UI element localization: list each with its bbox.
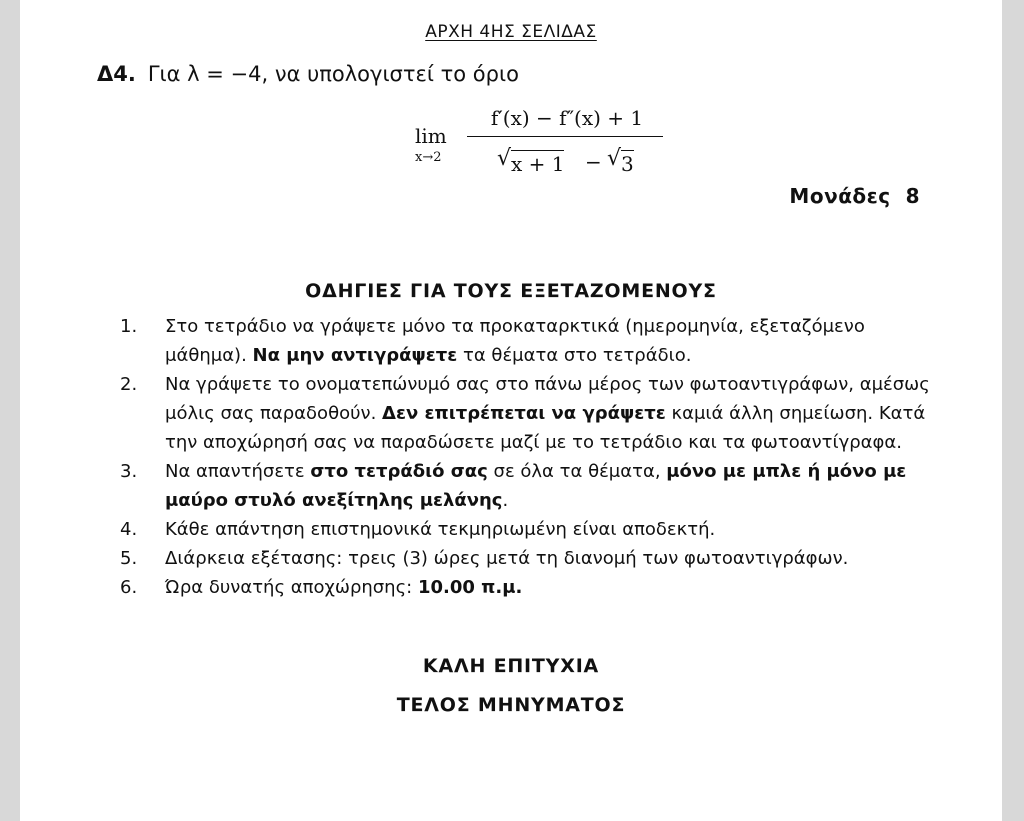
instruction-text: .: [502, 490, 509, 511]
instruction-text: καμιά άλλη σημείωση. Κατά την αποχώρησή σας να παραδώσετε μαζί με το τετράδιο και τα φωτοαντίγραφα.: [165, 403, 926, 453]
instruction-number: 3.: [120, 461, 138, 482]
instruction-number: 6.: [120, 577, 138, 598]
instruction-number: 4.: [120, 519, 138, 540]
instruction-item: [120, 370, 930, 457]
instruction-bold-text: Δεν επιτρέπεται να γράψετε: [382, 403, 666, 424]
radicand-3: 3: [621, 152, 634, 176]
instruction-text: Να απαντήσετε: [165, 461, 311, 482]
instruction-number: 1.: [120, 316, 138, 337]
minus-sign: −: [585, 150, 602, 174]
radicand-x-plus-1: x + 1: [511, 152, 565, 176]
instruction-bold-text: Να μην αντιγράψετε: [252, 345, 458, 366]
end-of-message-text: ΤΕΛΟΣ ΜΗΝΥΜΑΤΟΣ: [396, 694, 626, 716]
marks-label: Μονάδες 8: [789, 184, 920, 208]
limit-operator: lim: [415, 124, 447, 148]
sqrt-symbol: √: [497, 146, 512, 171]
question-d4: [97, 62, 519, 86]
instructions-title: ΟΔΗΓΙΕΣ ΓΙΑ ΤΟΥΣ ΕΞΕΤΑΖΟΜΕΝΟΥΣ: [305, 280, 717, 302]
instruction-bold-text: στο τετράδιό σας: [310, 461, 488, 482]
instruction-item: [120, 457, 930, 515]
question-text: Για λ = −4, να υπολογιστεί το όριο: [147, 62, 519, 86]
instruction-item: [120, 515, 930, 544]
fraction-numerator: f′(x) − f″(x) + 1: [490, 106, 644, 130]
instruction-item: [120, 312, 930, 370]
instruction-text: Να γράψετε το ονοματεπώνυμό σας στο πάνω μέρος των φωτοαντιγράφων, αμέσως μόλις σας παραδοθούν.: [165, 374, 930, 424]
instruction-text: τα θέματα στο τετράδιο.: [457, 345, 692, 366]
fraction-denominator: [467, 142, 667, 176]
limit-subscript: x→2: [415, 150, 442, 165]
question-number: Δ4.: [97, 62, 136, 86]
instruction-number: 5.: [120, 548, 138, 569]
exam-page: [20, 0, 1002, 821]
limit-formula: [415, 102, 675, 182]
good-luck-text: ΚΑΛΗ ΕΠΙΤΥΧΙΑ: [422, 655, 600, 677]
instruction-bold-text: 10.00 π.μ.: [417, 577, 523, 598]
instruction-text: Διάρκεια εξέτασης: τρεις (3) ώρες μετά τη διανομή των φωτοαντιγράφων.: [165, 548, 849, 569]
page-header: [20, 22, 1002, 42]
sqrt-symbol: √: [607, 146, 622, 171]
instruction-text: Στο τετράδιο να γράψετε μόνο τα προκαταρκτικά (ημερομηνία, εξεταζόμενο μάθημα).: [165, 316, 865, 366]
instruction-text: σε όλα τα θέματα,: [487, 461, 667, 482]
fraction-bar: [467, 136, 663, 137]
instructions-list: [120, 312, 930, 602]
instruction-text: Ώρα δυνατής αποχώρησης:: [165, 577, 418, 598]
instruction-text: Κάθε απάντηση επιστημονικά τεκμηριωμένη είναι αποδεκτή.: [165, 519, 716, 540]
instruction-bold-text: μόνο με μπλε ή μόνο με μαύρο στυλό ανεξίτηλης μελάνης: [165, 461, 907, 511]
instruction-number: 2.: [120, 374, 138, 395]
page-header-text: ΑΡΧΗ 4ΗΣ ΣΕΛΙΔΑΣ: [425, 22, 597, 42]
instruction-item: [120, 573, 930, 602]
instruction-item: [120, 544, 930, 573]
